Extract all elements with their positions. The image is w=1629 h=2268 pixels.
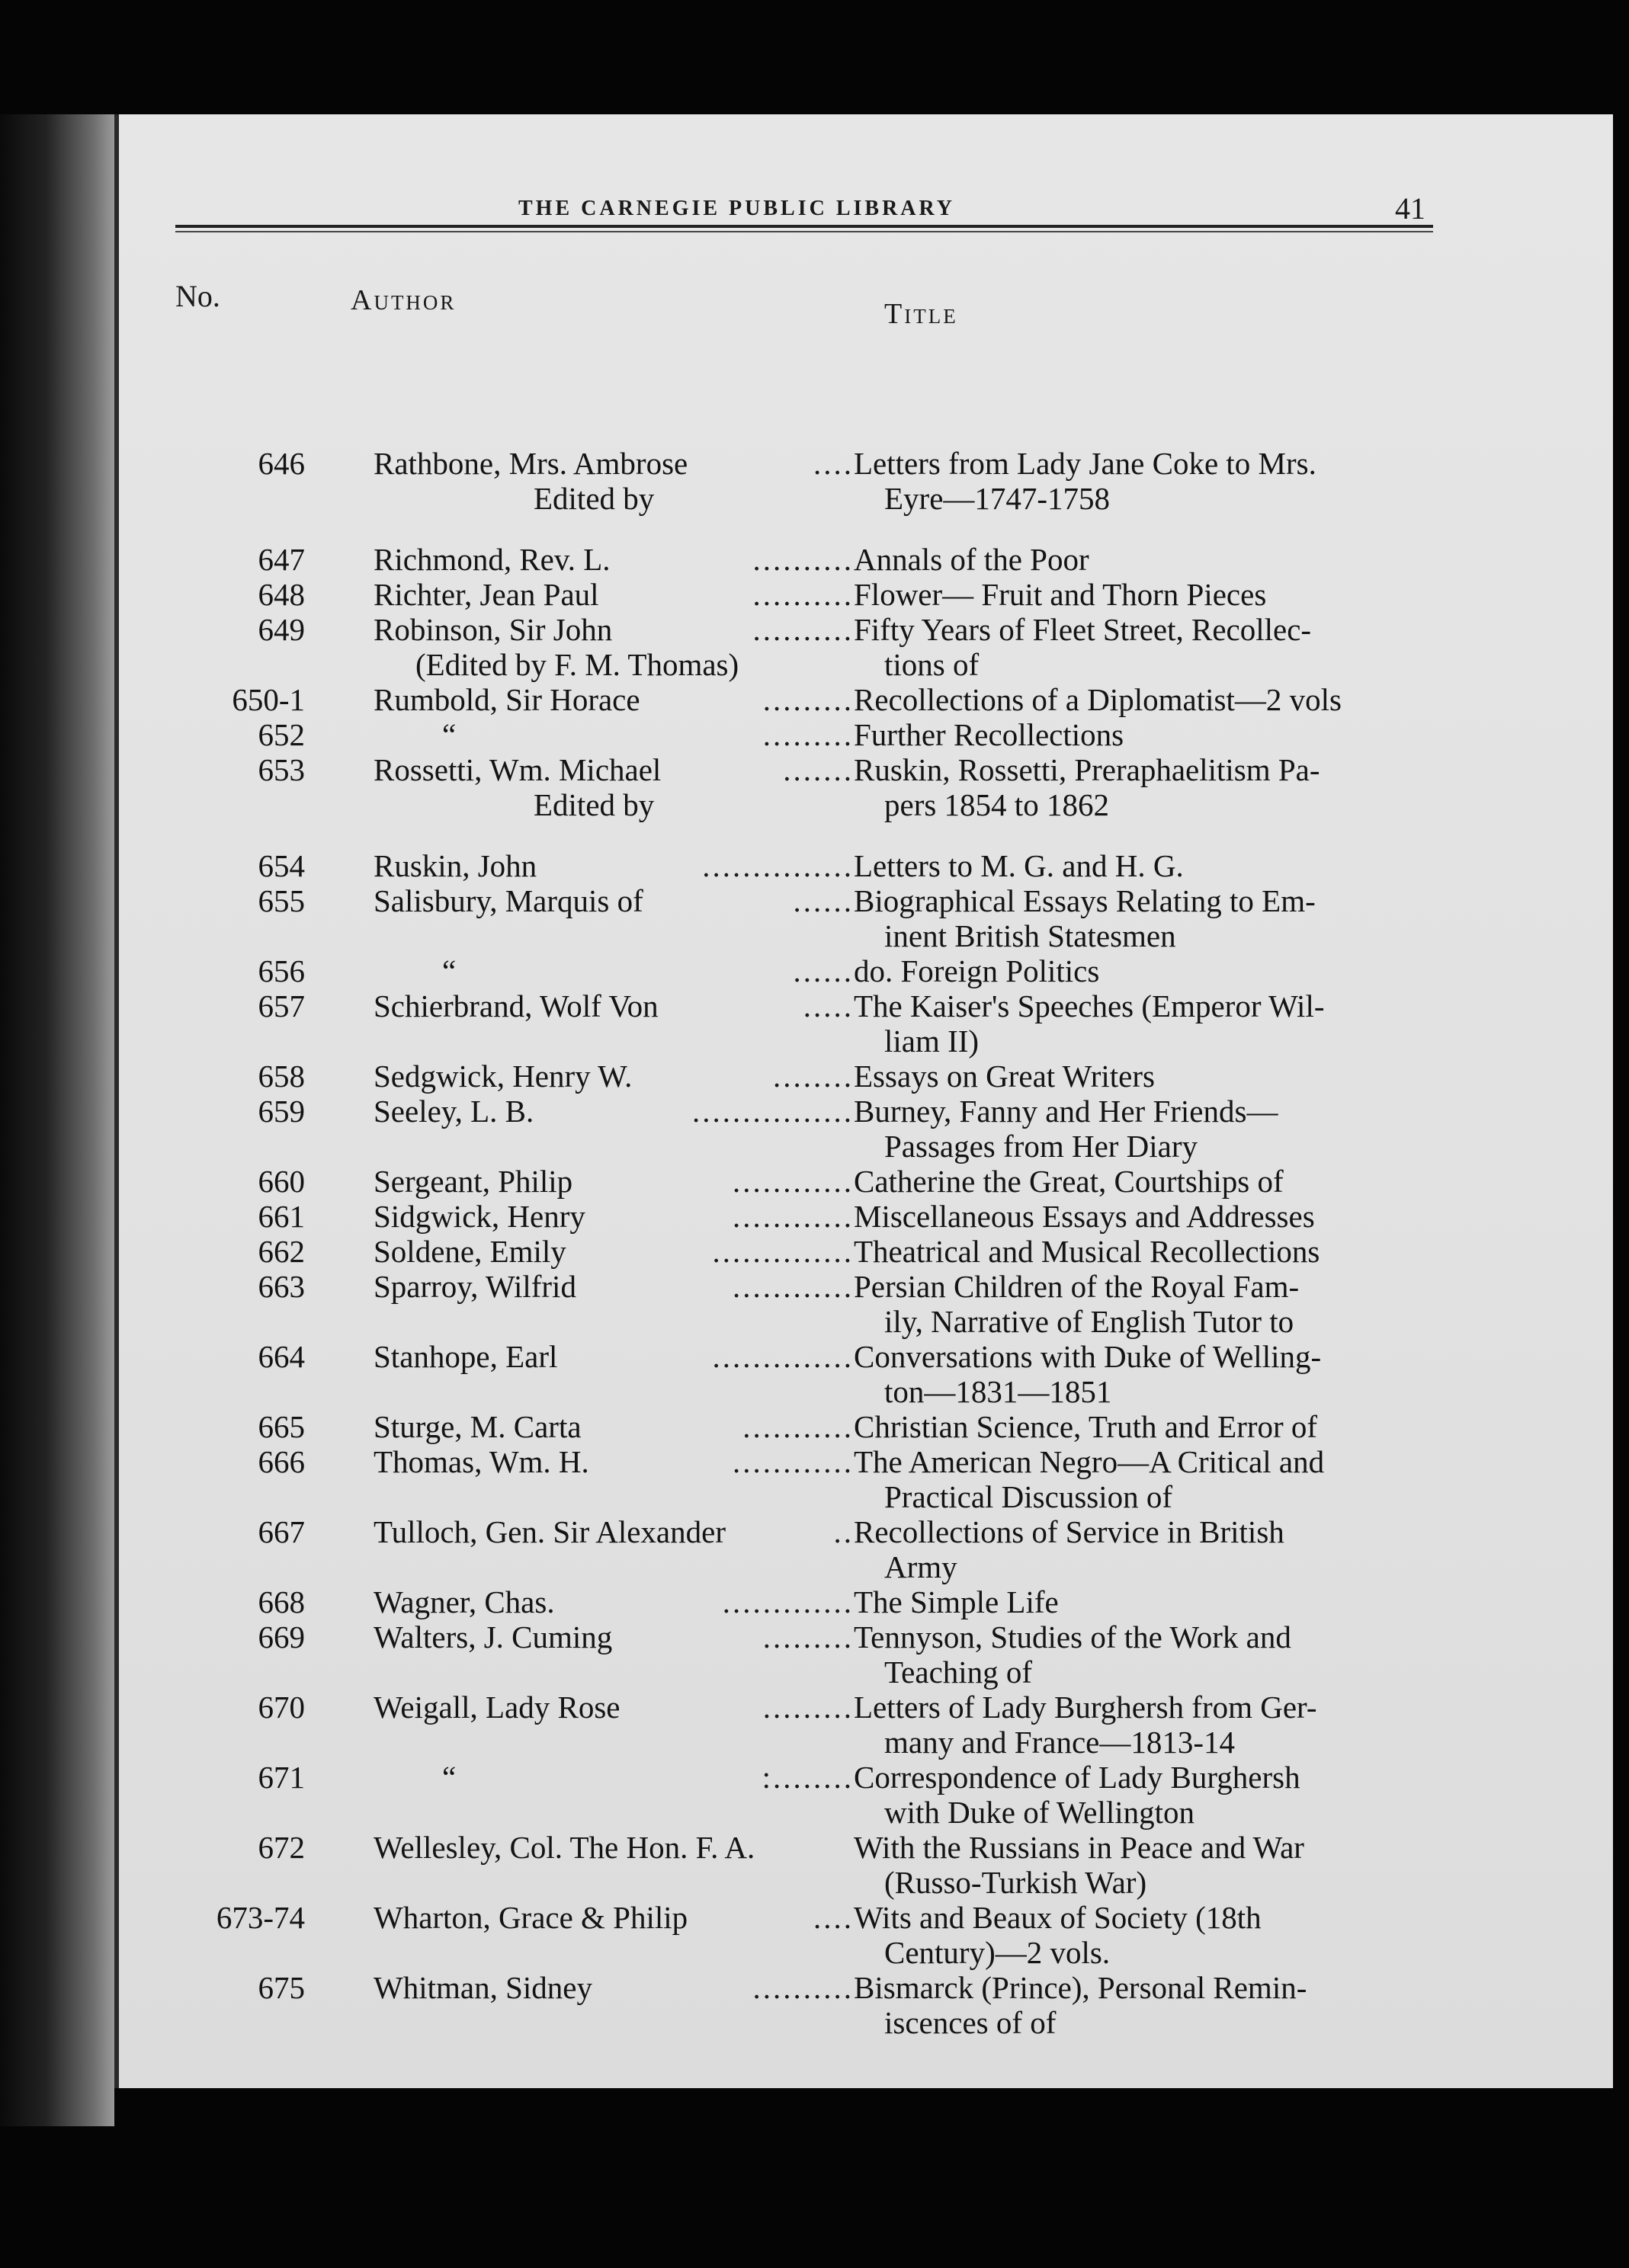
entry-title: Catherine the Great, Courtships of bbox=[854, 1164, 1284, 1199]
entry-number: 668 bbox=[258, 1584, 305, 1619]
entry-title: Recollections of a Diplomatist—2 vols bbox=[854, 682, 1342, 717]
entry-continuation-line bbox=[191, 1129, 1456, 1164]
entry-author: Edited by bbox=[534, 787, 655, 822]
entry-number: 662 bbox=[258, 1234, 305, 1269]
catalogue-entry bbox=[191, 1690, 1456, 1725]
entry-author: Tulloch, Gen. Sir Alexander bbox=[374, 1514, 726, 1549]
entry-number: 675 bbox=[258, 1970, 305, 2005]
entry-continuation-line bbox=[191, 1795, 1456, 1830]
entry-title: The American Negro—A Critical and bbox=[854, 1444, 1325, 1479]
catalogue-entry bbox=[191, 1760, 1456, 1795]
leader-dots: ............ bbox=[733, 1269, 854, 1304]
entry-number: 653 bbox=[258, 752, 305, 787]
leader-dots: ....... bbox=[783, 752, 854, 787]
entry-title: Teaching of bbox=[884, 1655, 1033, 1690]
entry-title: Bismarck (Prince), Personal Remin- bbox=[854, 1970, 1307, 2005]
entry-title: Passages from Her Diary bbox=[884, 1129, 1198, 1164]
entry-author: Seeley, L. B. bbox=[374, 1094, 534, 1129]
entry-continuation-line bbox=[191, 2005, 1456, 2040]
leader-dots: ......... bbox=[762, 1619, 854, 1655]
entry-author: Richmond, Rev. L. bbox=[374, 542, 611, 577]
entry-title: Christian Science, Truth and Error of bbox=[854, 1409, 1318, 1444]
leader-dots: ............ bbox=[733, 1164, 854, 1199]
entry-continuation-line bbox=[191, 1549, 1456, 1584]
catalogue-entry bbox=[191, 848, 1456, 883]
entry-title: (Russo-Turkish War) bbox=[884, 1865, 1147, 1900]
entry-title: Further Recollections bbox=[854, 717, 1124, 752]
entry-number: 657 bbox=[258, 988, 305, 1023]
entry-number: 671 bbox=[258, 1760, 305, 1795]
leader-dots: ......... bbox=[762, 1690, 854, 1725]
entry-number: 665 bbox=[258, 1409, 305, 1444]
leader-dots: .............. bbox=[712, 1234, 854, 1269]
entry-title: Theatrical and Musical Recollections bbox=[854, 1234, 1320, 1269]
entry-title: Letters from Lady Jane Coke to Mrs. bbox=[854, 446, 1316, 481]
entry-title: The Simple Life bbox=[854, 1584, 1059, 1619]
leader-dots: .......... bbox=[752, 542, 854, 577]
entry-title: Tennyson, Studies of the Work and bbox=[854, 1619, 1291, 1655]
leader-dots: .............. bbox=[712, 1339, 854, 1374]
entry-author: Robinson, Sir John bbox=[374, 612, 613, 647]
entry-author: Wharton, Grace & Philip bbox=[374, 1900, 688, 1935]
entry-title: Ruskin, Rossetti, Preraphaelitism Pa- bbox=[854, 752, 1320, 787]
entry-author: Weigall, Lady Rose bbox=[374, 1690, 620, 1725]
catalogue-entry bbox=[191, 1234, 1456, 1269]
entry-title: Practical Discussion of bbox=[884, 1479, 1173, 1514]
entry-title: many and France—1813-14 bbox=[884, 1725, 1235, 1760]
catalogue-entry bbox=[191, 1199, 1456, 1234]
catalogue-entry bbox=[191, 1619, 1456, 1655]
entry-number: 666 bbox=[258, 1444, 305, 1479]
entry-continuation-line bbox=[191, 1935, 1456, 1970]
entry-title: Army bbox=[884, 1549, 957, 1584]
entry-number: 654 bbox=[258, 848, 305, 883]
entry-author: Whitman, Sidney bbox=[374, 1970, 592, 2005]
entry-author: Schierbrand, Wolf Von bbox=[374, 988, 659, 1023]
entry-title: The Kaiser's Speeches (Emperor Wil- bbox=[854, 988, 1325, 1023]
leader-dots: .......... bbox=[752, 612, 854, 647]
column-header-title: Title bbox=[884, 298, 958, 330]
entry-number: 658 bbox=[258, 1059, 305, 1094]
entry-number: 659 bbox=[258, 1094, 305, 1129]
leader-dots: ................ bbox=[692, 1094, 854, 1129]
entry-continuation-line bbox=[191, 647, 1456, 682]
entry-number: 655 bbox=[258, 883, 305, 918]
catalogue-entry bbox=[191, 446, 1456, 481]
entry-title: Persian Children of the Royal Fam- bbox=[854, 1269, 1300, 1304]
entry-author: Edited by bbox=[534, 481, 655, 516]
entry-number: 661 bbox=[258, 1199, 305, 1234]
entry-number: 663 bbox=[258, 1269, 305, 1304]
entry-title: Wits and Beaux of Society (18th bbox=[854, 1900, 1262, 1935]
column-header-author: Author bbox=[351, 284, 457, 316]
catalogue-entry bbox=[191, 577, 1456, 612]
leader-dots: ............... bbox=[702, 848, 854, 883]
entry-number: 672 bbox=[258, 1830, 305, 1865]
entry-continuation-line bbox=[191, 1865, 1456, 1900]
entry-title: Essays on Great Writers bbox=[854, 1059, 1155, 1094]
entry-number: 660 bbox=[258, 1164, 305, 1199]
entry-author: Walters, J. Cuming bbox=[374, 1619, 613, 1655]
entry-title: Letters of Lady Burghersh from Ger- bbox=[854, 1690, 1317, 1725]
leader-dots: ........... bbox=[742, 1409, 854, 1444]
entry-continuation-line bbox=[191, 1304, 1456, 1339]
entry-number: 669 bbox=[258, 1619, 305, 1655]
leader-dots: ............ bbox=[733, 1199, 854, 1234]
entry-title: With the Russians in Peace and War bbox=[854, 1830, 1304, 1865]
catalogue-entry bbox=[191, 612, 1456, 647]
entry-title: Miscellaneous Essays and Addresses bbox=[854, 1199, 1315, 1234]
entry-title: Eyre—1747-1758 bbox=[884, 481, 1111, 516]
entry-author: “ bbox=[442, 717, 457, 752]
entry-author: “ bbox=[442, 1760, 457, 1795]
entry-number: 656 bbox=[258, 953, 305, 988]
leader-dots: .. bbox=[833, 1514, 854, 1549]
entry-author: Rathbone, Mrs. Ambrose bbox=[374, 446, 688, 481]
catalogue-entry bbox=[191, 1514, 1456, 1549]
catalogue-entry bbox=[191, 682, 1456, 717]
entry-number: 646 bbox=[258, 446, 305, 481]
leader-dots: ............ bbox=[733, 1444, 854, 1479]
entry-title: Annals of the Poor bbox=[854, 542, 1089, 577]
catalogue-entry bbox=[191, 542, 1456, 577]
catalogue-entry bbox=[191, 1830, 1456, 1865]
entry-number: 673-74 bbox=[216, 1900, 305, 1935]
leader-dots: ...... bbox=[793, 883, 854, 918]
leader-dots: .......... bbox=[752, 577, 854, 612]
catalogue-entry bbox=[191, 1970, 1456, 2005]
entry-author: Soldene, Emily bbox=[374, 1234, 566, 1269]
leader-dots: ..... bbox=[803, 988, 854, 1023]
entry-title: liam II) bbox=[884, 1023, 980, 1059]
entry-title: with Duke of Wellington bbox=[884, 1795, 1195, 1830]
entry-number: 648 bbox=[258, 577, 305, 612]
catalogue-entry bbox=[191, 1584, 1456, 1619]
catalogue-entry bbox=[191, 988, 1456, 1023]
catalogue-entry bbox=[191, 1059, 1456, 1094]
entry-author: Rumbold, Sir Horace bbox=[374, 682, 640, 717]
entry-number: 667 bbox=[258, 1514, 305, 1549]
column-header-no: No. bbox=[175, 279, 220, 313]
entry-author: Wellesley, Col. The Hon. F. A. bbox=[374, 1830, 755, 1865]
entry-continuation-line bbox=[191, 1023, 1456, 1059]
catalogue-entry bbox=[191, 717, 1456, 752]
catalogue-entry bbox=[191, 1164, 1456, 1199]
entry-number: 652 bbox=[258, 717, 305, 752]
catalogue-entry bbox=[191, 1409, 1456, 1444]
leader-dots: ............. bbox=[722, 1584, 854, 1619]
catalogue-entry bbox=[191, 1900, 1456, 1935]
leader-dots: :........ bbox=[762, 1760, 854, 1795]
running-header: THE CARNEGIE PUBLIC LIBRARY bbox=[518, 197, 955, 220]
entry-continuation-line bbox=[191, 1655, 1456, 1690]
entry-title: Biographical Essays Relating to Em- bbox=[854, 883, 1316, 918]
catalogue-entry bbox=[191, 953, 1456, 988]
entry-continuation-line bbox=[191, 1725, 1456, 1760]
entry-continuation-line bbox=[191, 1374, 1456, 1409]
entry-title: Correspondence of Lady Burghersh bbox=[854, 1760, 1300, 1795]
entry-title: Flower— Fruit and Thorn Pieces bbox=[854, 577, 1267, 612]
entry-author: Rossetti, Wm. Michael bbox=[374, 752, 662, 787]
leader-dots: .... bbox=[813, 1900, 854, 1935]
entry-author: Wagner, Chas. bbox=[374, 1584, 555, 1619]
entry-author: Stanhope, Earl bbox=[374, 1339, 558, 1374]
entry-author: Sergeant, Philip bbox=[374, 1164, 573, 1199]
entry-number: 650-1 bbox=[232, 682, 305, 717]
entry-title: tions of bbox=[884, 647, 980, 682]
leader-dots: ......... bbox=[762, 682, 854, 717]
entry-title: ily, Narrative of English Tutor to bbox=[884, 1304, 1294, 1339]
entry-author: Richter, Jean Paul bbox=[374, 577, 599, 612]
catalogue-entry bbox=[191, 1094, 1456, 1129]
entry-author: (Edited by F. M. Thomas) bbox=[415, 647, 739, 682]
catalogue-entry bbox=[191, 752, 1456, 787]
catalogue-entry bbox=[191, 1269, 1456, 1304]
entry-title: ton—1831—1851 bbox=[884, 1374, 1112, 1409]
leader-dots: .......... bbox=[752, 1970, 854, 2005]
entry-author: “ bbox=[442, 953, 457, 988]
leader-dots: ...... bbox=[793, 953, 854, 988]
entry-author: Thomas, Wm. H. bbox=[374, 1444, 589, 1479]
entry-title: Fifty Years of Fleet Street, Recollec- bbox=[854, 612, 1312, 647]
entry-number: 649 bbox=[258, 612, 305, 647]
entry-title: pers 1854 to 1862 bbox=[884, 787, 1109, 822]
entry-title: Letters to M. G. and H. G. bbox=[854, 848, 1184, 883]
entry-author: Sparroy, Wilfrid bbox=[374, 1269, 576, 1304]
entry-author: Sedgwick, Henry W. bbox=[374, 1059, 633, 1094]
catalogue-entry bbox=[191, 1444, 1456, 1479]
entry-number: 664 bbox=[258, 1339, 305, 1374]
entry-title: iscences of of bbox=[884, 2005, 1057, 2040]
leader-dots: ........ bbox=[773, 1059, 854, 1094]
entry-author: Sidgwick, Henry bbox=[374, 1199, 585, 1234]
leader-dots: .... bbox=[813, 446, 854, 481]
catalogue-entry bbox=[191, 1339, 1456, 1374]
entry-continuation-line bbox=[191, 1479, 1456, 1514]
entry-title: Recollections of Service in British bbox=[854, 1514, 1284, 1549]
entry-title: Conversations with Duke of Welling- bbox=[854, 1339, 1322, 1374]
page-number: 41 bbox=[1395, 191, 1425, 226]
entry-number: 670 bbox=[258, 1690, 305, 1725]
entry-continuation-line bbox=[191, 481, 1456, 516]
entry-continuation-line bbox=[191, 787, 1456, 822]
catalogue-entry bbox=[191, 883, 1456, 918]
entry-author: Ruskin, John bbox=[374, 848, 537, 883]
entry-number: 647 bbox=[258, 542, 305, 577]
entry-title: Burney, Fanny and Her Friends— bbox=[854, 1094, 1278, 1129]
entry-title: do. Foreign Politics bbox=[854, 953, 1100, 988]
entry-continuation-line bbox=[191, 918, 1456, 953]
entry-title: Century)—2 vols. bbox=[884, 1935, 1111, 1970]
entry-author: Salisbury, Marquis of bbox=[374, 883, 643, 918]
entry-author: Sturge, M. Carta bbox=[374, 1409, 582, 1444]
entry-title: inent British Statesmen bbox=[884, 918, 1176, 953]
leader-dots: ......... bbox=[762, 717, 854, 752]
